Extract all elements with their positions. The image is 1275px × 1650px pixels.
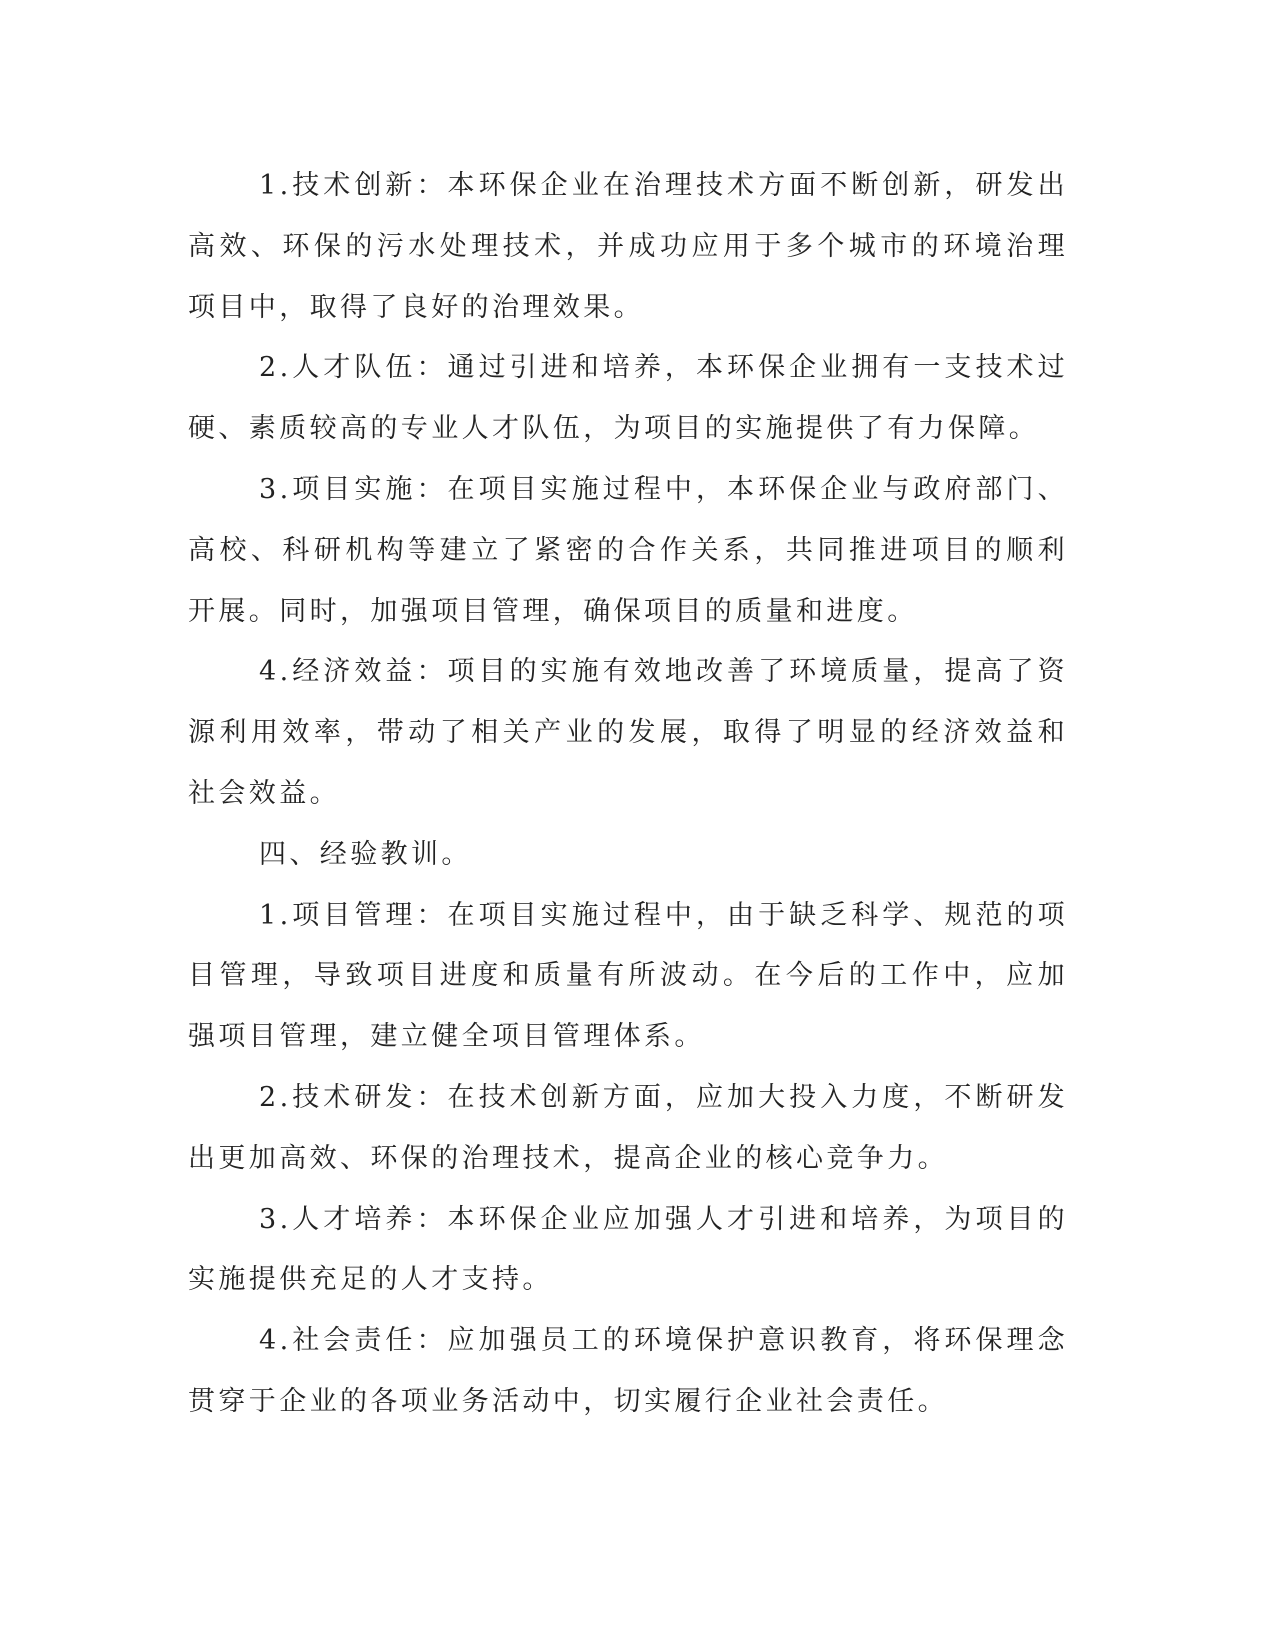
paragraph-tech-innovation: 1.技术创新：本环保企业在治理技术方面不断创新，研发出高效、环保的污水处理技术，并成功应用于多个城市的环境治理项目中，取得了良好的治理效果。 xyxy=(188,170,1068,323)
section-heading-lessons: 四、经验教训。 xyxy=(259,838,472,870)
paragraph-tech-rnd: 2.技术研发：在技术创新方面，应加大投入力度，不断研发出更加高效、环保的治理技术，提高企业的核心竞争力。 xyxy=(188,1081,1068,1174)
paragraph-talent-team: 2.人才队伍：通过引进和培养，本环保企业拥有一支技术过硬、素质较高的专业人才队伍，为项目的实施提供了有力保障。 xyxy=(188,352,1068,445)
paragraph-project-implementation: 3.项目实施：在项目实施过程中，本环保企业与政府部门、高校、科研机构等建立了紧密的合作关系，共同推进项目的顺利开展。同时，加强项目管理，确保项目的质量和进度。 xyxy=(188,473,1068,627)
paragraph-social-responsibility: 4.社会责任：应加强员工的环境保护意识教育，将环保理念贯穿于企业的各项业务活动中，切实履行企业社会责任。 xyxy=(188,1325,1068,1417)
paragraph-economic-benefit: 4.经济效益：项目的实施有效地改善了环境质量，提高了资源利用效率，带动了相关产业的发展，取得了明显的经济效益和社会效益。 xyxy=(188,656,1068,809)
paragraph-project-management: 1.项目管理：在项目实施过程中，由于缺乏科学、规范的项目管理，导致项目进度和质量有所波动。在今后的工作中，应加强项目管理，建立健全项目管理体系。 xyxy=(188,899,1068,1053)
document-body xyxy=(188,156,1068,1433)
paragraph-talent-training: 3.人才培养：本环保企业应加强人才引进和培养，为项目的实施提供充足的人才支持。 xyxy=(188,1203,1068,1296)
